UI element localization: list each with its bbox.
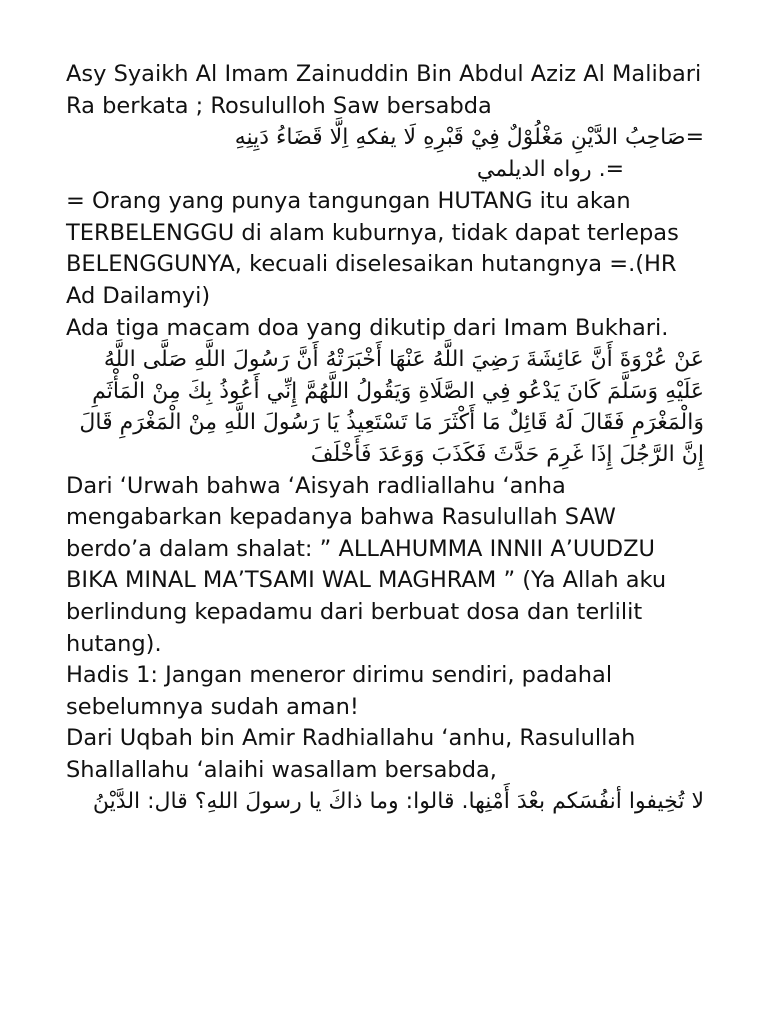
opening-paragraph: Asy Syaikh Al Imam Zainuddin Bin Abdul Aziz Al Malibari Ra berkata ; Rosululloh Saw bersabda xyxy=(66,61,702,119)
uqbah-paragraph: Dari Uqbah bin Amir Radhiallahu ‘anhu, Rasulullah Shallallahu ‘alaihi wasallam bersabda, xyxy=(66,725,636,783)
urwah-translation-paragraph: Dari ‘Urwah bahwa ‘Aisyah radliallahu ‘anha mengabarkan kepadanya bahwa Rasulullah SAW berdo’a dalam shalat: ” ALLAHUMMA INNII A’UUDZU BIKA MINAL MA’TSAMI WAL MAGHRAM ” (Ya Allah aku berlindung kepadamu dari berbuat dosa dan terlilit hutang). xyxy=(66,472,667,657)
arabic-hadith-urwah: عَنْ عُرْوَةَ أَنَّ عَائِشَةَ رَضِيَ اللَّهُ عَنْهَا أَخْبَرَتْهُ أَنَّ رَسُولَ اللَّهِ صَلَّى اللَّهُ عَلَيْهِ وَسَلَّمَ كَانَ يَدْعُو فِي الصَّلَاةِ وَيَقُولُ اللَّهُمَّ إِنِّي أَعُوذُ بِكَ مِنْ الْمَأْثَمِ وَالْمَغْرَمِ فَقَالَ لَهُ قَائِلٌ مَا أَكْثَرَ مَا تَسْتَعِيذُ يَا رَسُولَ اللَّهِ مِنْ الْمَغْرَمِ قَالَ إِنَّ الرَّجُلَ إِذَا غَرِمَ حَدَّثَ فَكَذَبَ وَوَعَدَ فَأَخْلَفَ xyxy=(79,347,704,467)
doa-intro-paragraph: Ada tiga macam doa yang dikutip dari Imam Bukhari. xyxy=(66,314,669,341)
arabic-hadith-debt: =صَاحِبُ الدَّيْنِ مَغْلُوْلٌ فِيْ قَبْرِهِ لَا يفكهِ اِلَّا قَضَاءُ دَيِنِهِ xyxy=(234,125,704,151)
document-page xyxy=(66,59,704,818)
arabic-narration-note: =. رواه الديلمي xyxy=(476,157,624,183)
hadis-1-heading: Hadis 1: Jangan meneror dirimu sendiri, padahal sebelumnya sudah aman! xyxy=(66,662,613,720)
arabic-hadith-uqbah: لا تُخِيفوا أنفُسَكم بعْدَ أَمْنِها. قالوا: وما ذاكَ يا رسولَ اللهِ؟ قال: الدَّيْنُ xyxy=(92,789,704,815)
translation-paragraph: = Orang yang punya tangungan HUTANG itu akan TERBELENGGU di alam kuburnya, tidak dapat terlepas BELENGGUNYA, kecuali diselesaikan hutangnya =.(HR Ad Dailamyi) xyxy=(66,188,679,309)
